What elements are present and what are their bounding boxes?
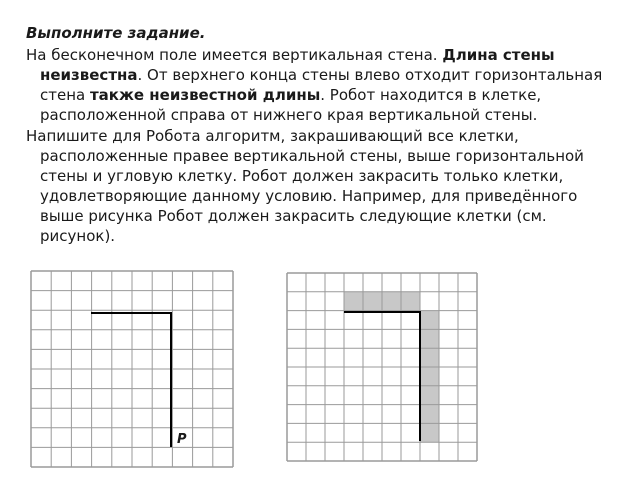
task-heading: Выполните задание. <box>26 24 206 42</box>
task-text <box>26 22 616 247</box>
painted-cell <box>420 311 439 330</box>
robot-marker: Р <box>177 432 187 447</box>
task-paragraph-2: Напишите для Робота алгоритм, закрашивающий все клетки, расположенные правее вертикальной стены, выше горизонтальной стены и угловую клетку. Робот должен закрасить только клетки, удовлетворяющие данному условию. Например, для приведённого выше рисунка Робот должен закрасить следующие клетки (см. рисунок). <box>26 127 584 245</box>
painted-cell <box>420 405 439 424</box>
painted-cell <box>420 329 439 348</box>
figure-initial-field <box>30 270 234 468</box>
p1-bold-1: Длина стены неизвестна <box>40 46 555 84</box>
painted-cell <box>344 292 363 311</box>
p1-text-1: На бесконечном поле имеется вертикальная стена. <box>26 46 443 64</box>
painted-cell <box>401 292 420 311</box>
p1-text-3: . Робот находится в клетке, расположенной справа от нижнего края вертикальной стены. <box>40 86 542 124</box>
painted-cell <box>420 348 439 367</box>
painted-cell <box>382 292 401 311</box>
p1-bold-2: также неизвестной длины <box>89 86 321 104</box>
painted-cell <box>420 423 439 442</box>
painted-cell <box>420 386 439 405</box>
painted-cell <box>420 367 439 386</box>
p1-text-2: . От верхнего конца стены влево отходит горизонтальная стена <box>40 66 603 104</box>
painted-cell <box>363 292 382 311</box>
task-paragraph-1 <box>26 45 616 125</box>
figure-result-field <box>286 272 478 462</box>
